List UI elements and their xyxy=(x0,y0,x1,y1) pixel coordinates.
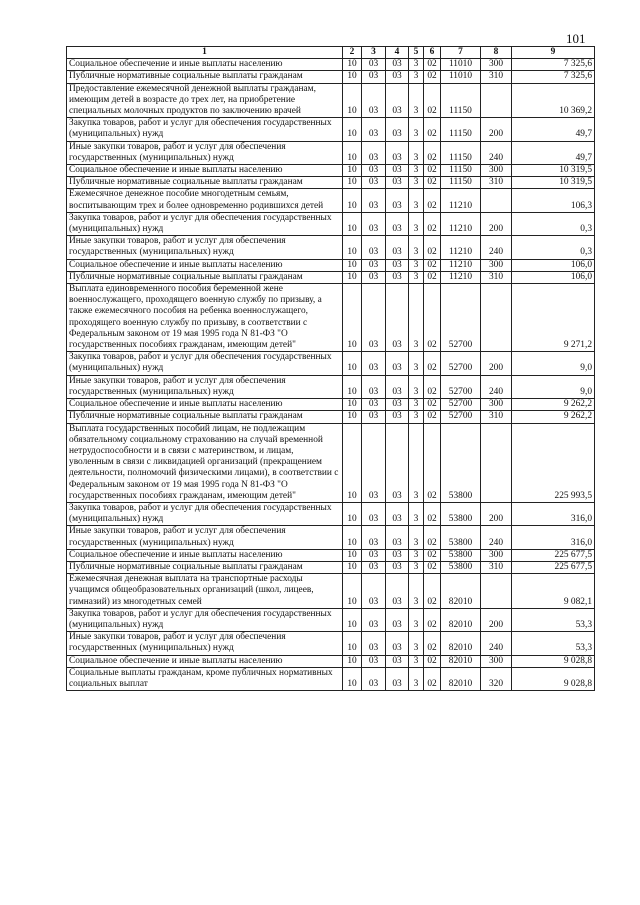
row-c9-cell: 49,7 xyxy=(512,118,595,141)
row-c8-cell: 200 xyxy=(481,212,512,235)
row-c5-cell: 3 xyxy=(409,655,424,667)
table-row xyxy=(67,271,595,283)
row-c9-cell: 225 677,5 xyxy=(512,549,595,561)
row-c5-cell: 3 xyxy=(409,165,424,177)
row-c9-cell: 53,3 xyxy=(512,632,595,655)
row-c9-cell: 316,0 xyxy=(512,526,595,549)
header-cell: 5 xyxy=(409,47,424,59)
row-c7-cell: 53800 xyxy=(441,526,481,549)
table-row xyxy=(67,549,595,561)
row-name-cell: Иные закупки товаров, работ и услуг для обеспечения государственных (муниципальных) нужд xyxy=(67,632,343,655)
row-c3-cell: 03 xyxy=(362,212,386,235)
row-c6-cell: 02 xyxy=(424,118,441,141)
row-c5-cell: 3 xyxy=(409,259,424,271)
row-c9-cell: 106,3 xyxy=(512,189,595,212)
row-name-cell: Социальное обеспечение и иные выплаты населению xyxy=(67,59,343,71)
row-c9-cell: 9,0 xyxy=(512,352,595,375)
table-row xyxy=(67,399,595,411)
row-c3-cell: 03 xyxy=(362,118,386,141)
row-c6-cell: 02 xyxy=(424,502,441,525)
row-c5-cell: 3 xyxy=(409,83,424,118)
table-row xyxy=(67,259,595,271)
row-name-cell: Предоставление ежемесячной денежной выплаты гражданам, имеющим детей в возрасте до трех лет, на приобретение специальных молочных продуктов по заключению врачей xyxy=(67,83,343,118)
row-c9-cell: 225 993,5 xyxy=(512,423,595,502)
row-c3-cell: 03 xyxy=(362,423,386,502)
table-row xyxy=(67,165,595,177)
row-c3-cell: 03 xyxy=(362,574,386,609)
row-c3-cell: 03 xyxy=(362,655,386,667)
row-c7-cell: 11010 xyxy=(441,71,481,83)
row-c6-cell: 02 xyxy=(424,526,441,549)
row-c9-cell: 9 262,2 xyxy=(512,411,595,423)
row-c5-cell: 3 xyxy=(409,526,424,549)
row-c8-cell: 200 xyxy=(481,502,512,525)
row-c8-cell: 240 xyxy=(481,526,512,549)
row-name-cell: Иные закупки товаров, работ и услуг для обеспечения государственных (муниципальных) нужд xyxy=(67,236,343,259)
table-header-row xyxy=(67,47,595,59)
row-c2-cell: 10 xyxy=(343,667,362,690)
row-c3-cell: 03 xyxy=(362,352,386,375)
row-c3-cell: 03 xyxy=(362,608,386,631)
row-c4-cell: 03 xyxy=(386,608,409,631)
row-c8-cell: 310 xyxy=(481,177,512,189)
row-c9-cell: 9,0 xyxy=(512,375,595,398)
row-c2-cell: 10 xyxy=(343,236,362,259)
row-c9-cell: 9 262,2 xyxy=(512,399,595,411)
table-row xyxy=(67,141,595,164)
row-c5-cell: 3 xyxy=(409,177,424,189)
row-c5-cell: 3 xyxy=(409,411,424,423)
row-name-cell: Ежемесячное денежное пособие многодетным семьям, воспитывающим трех и более одновременно родившихся детей xyxy=(67,189,343,212)
table-row xyxy=(67,352,595,375)
row-c5-cell: 3 xyxy=(409,502,424,525)
row-c5-cell: 3 xyxy=(409,352,424,375)
table-row xyxy=(67,177,595,189)
row-c2-cell: 10 xyxy=(343,411,362,423)
row-c9-cell: 10 319,5 xyxy=(512,177,595,189)
row-c3-cell: 03 xyxy=(362,83,386,118)
row-c3-cell: 03 xyxy=(362,71,386,83)
row-c3-cell: 03 xyxy=(362,189,386,212)
row-c6-cell: 02 xyxy=(424,632,441,655)
table-row xyxy=(67,284,595,352)
row-name-cell: Публичные нормативные социальные выплаты гражданам xyxy=(67,561,343,573)
row-c4-cell: 03 xyxy=(386,236,409,259)
budget-table xyxy=(66,46,595,691)
row-c7-cell: 11010 xyxy=(441,59,481,71)
row-c7-cell: 82010 xyxy=(441,655,481,667)
row-c3-cell: 03 xyxy=(362,59,386,71)
row-c7-cell: 11210 xyxy=(441,189,481,212)
header-cell: 8 xyxy=(481,47,512,59)
row-c3-cell: 03 xyxy=(362,375,386,398)
row-name-cell: Закупка товаров, работ и услуг для обеспечения государственных (муниципальных) нужд xyxy=(67,352,343,375)
row-name-cell: Социальное обеспечение и иные выплаты населению xyxy=(67,165,343,177)
row-c3-cell: 03 xyxy=(362,236,386,259)
row-c5-cell: 3 xyxy=(409,59,424,71)
row-c6-cell: 02 xyxy=(424,549,441,561)
row-c6-cell: 02 xyxy=(424,59,441,71)
row-c4-cell: 03 xyxy=(386,271,409,283)
table-row xyxy=(67,423,595,502)
table-row xyxy=(67,561,595,573)
row-c3-cell: 03 xyxy=(362,549,386,561)
row-c6-cell: 02 xyxy=(424,141,441,164)
row-c4-cell: 03 xyxy=(386,212,409,235)
row-c9-cell: 9 028,8 xyxy=(512,667,595,690)
table-row xyxy=(67,608,595,631)
row-c2-cell: 10 xyxy=(343,608,362,631)
page-number: 101 xyxy=(566,31,586,46)
table-body xyxy=(67,59,595,691)
header-cell: 1 xyxy=(67,47,343,59)
table-row xyxy=(67,59,595,71)
row-c4-cell: 03 xyxy=(386,655,409,667)
row-c2-cell: 10 xyxy=(343,59,362,71)
row-c4-cell: 03 xyxy=(386,549,409,561)
row-c9-cell: 7 325,6 xyxy=(512,59,595,71)
row-c4-cell: 03 xyxy=(386,574,409,609)
row-c8-cell xyxy=(481,284,512,352)
row-c2-cell: 10 xyxy=(343,352,362,375)
row-c5-cell: 3 xyxy=(409,236,424,259)
row-c8-cell: 310 xyxy=(481,271,512,283)
row-c2-cell: 10 xyxy=(343,284,362,352)
row-c4-cell: 03 xyxy=(386,375,409,398)
row-c8-cell: 310 xyxy=(481,411,512,423)
table-row xyxy=(67,655,595,667)
row-c5-cell: 3 xyxy=(409,561,424,573)
row-c5-cell: 3 xyxy=(409,189,424,212)
row-c2-cell: 10 xyxy=(343,526,362,549)
row-c7-cell: 53800 xyxy=(441,561,481,573)
row-c8-cell: 200 xyxy=(481,608,512,631)
row-c4-cell: 03 xyxy=(386,71,409,83)
row-c8-cell: 320 xyxy=(481,667,512,690)
row-c5-cell: 3 xyxy=(409,399,424,411)
row-c2-cell: 10 xyxy=(343,177,362,189)
row-name-cell: Иные закупки товаров, работ и услуг для обеспечения государственных (муниципальных) нужд xyxy=(67,141,343,164)
row-c7-cell: 11150 xyxy=(441,118,481,141)
row-c7-cell: 11150 xyxy=(441,83,481,118)
row-c9-cell: 53,3 xyxy=(512,608,595,631)
row-c4-cell: 03 xyxy=(386,502,409,525)
row-c8-cell: 200 xyxy=(481,118,512,141)
row-c2-cell: 10 xyxy=(343,165,362,177)
row-c2-cell: 10 xyxy=(343,118,362,141)
row-c5-cell: 3 xyxy=(409,667,424,690)
row-c8-cell: 300 xyxy=(481,165,512,177)
row-name-cell: Иные закупки товаров, работ и услуг для обеспечения государственных (муниципальных) нужд xyxy=(67,375,343,398)
header-cell: 6 xyxy=(424,47,441,59)
row-c9-cell: 9 271,2 xyxy=(512,284,595,352)
row-c6-cell: 02 xyxy=(424,259,441,271)
row-c4-cell: 03 xyxy=(386,423,409,502)
header-cell: 2 xyxy=(343,47,362,59)
row-c2-cell: 10 xyxy=(343,141,362,164)
row-c2-cell: 10 xyxy=(343,271,362,283)
row-c7-cell: 11210 xyxy=(441,212,481,235)
table-row xyxy=(67,667,595,690)
row-c6-cell: 02 xyxy=(424,574,441,609)
row-c4-cell: 03 xyxy=(386,399,409,411)
row-c6-cell: 02 xyxy=(424,284,441,352)
table-row xyxy=(67,375,595,398)
row-c6-cell: 02 xyxy=(424,83,441,118)
row-c2-cell: 10 xyxy=(343,632,362,655)
row-c4-cell: 03 xyxy=(386,411,409,423)
row-c5-cell: 3 xyxy=(409,632,424,655)
row-c4-cell: 03 xyxy=(386,59,409,71)
row-name-cell: Закупка товаров, работ и услуг для обеспечения государственных (муниципальных) нужд xyxy=(67,212,343,235)
row-c2-cell: 10 xyxy=(343,259,362,271)
row-c7-cell: 82010 xyxy=(441,574,481,609)
row-c8-cell: 240 xyxy=(481,632,512,655)
row-c5-cell: 3 xyxy=(409,271,424,283)
row-c3-cell: 03 xyxy=(362,411,386,423)
row-c8-cell: 240 xyxy=(481,141,512,164)
row-c7-cell: 52700 xyxy=(441,352,481,375)
row-c4-cell: 03 xyxy=(386,561,409,573)
row-c6-cell: 02 xyxy=(424,352,441,375)
row-c6-cell: 02 xyxy=(424,423,441,502)
row-c8-cell xyxy=(481,83,512,118)
row-c3-cell: 03 xyxy=(362,667,386,690)
row-c3-cell: 03 xyxy=(362,259,386,271)
row-c4-cell: 03 xyxy=(386,177,409,189)
row-name-cell: Социальное обеспечение и иные выплаты населению xyxy=(67,259,343,271)
row-c3-cell: 03 xyxy=(362,271,386,283)
header-cell: 9 xyxy=(512,47,595,59)
row-c6-cell: 02 xyxy=(424,375,441,398)
row-c9-cell: 9 082,1 xyxy=(512,574,595,609)
row-name-cell: Закупка товаров, работ и услуг для обеспечения государственных (муниципальных) нужд xyxy=(67,608,343,631)
row-c7-cell: 53800 xyxy=(441,423,481,502)
table-row xyxy=(67,212,595,235)
row-c5-cell: 3 xyxy=(409,574,424,609)
row-c3-cell: 03 xyxy=(362,399,386,411)
row-c3-cell: 03 xyxy=(362,284,386,352)
row-c7-cell: 82010 xyxy=(441,667,481,690)
row-c3-cell: 03 xyxy=(362,165,386,177)
header-cell: 3 xyxy=(362,47,386,59)
row-c2-cell: 10 xyxy=(343,399,362,411)
row-c6-cell: 02 xyxy=(424,165,441,177)
row-c9-cell: 225 677,5 xyxy=(512,561,595,573)
row-c5-cell: 3 xyxy=(409,71,424,83)
table-row xyxy=(67,526,595,549)
row-c7-cell: 52700 xyxy=(441,284,481,352)
table-row xyxy=(67,411,595,423)
row-c6-cell: 02 xyxy=(424,667,441,690)
row-c3-cell: 03 xyxy=(362,632,386,655)
row-c2-cell: 10 xyxy=(343,71,362,83)
row-name-cell: Выплата единовременного пособия беременной жене военнослужащего, проходящего военную службу по призыву, а также ежемесячного пособия на ребенка военнослужащего, проходящего военную службу по призыву, в соответствии с Федеральным законом от 19 мая 1995 года N 81-ФЗ "О государственных пособиях гражданам, имеющим детей" xyxy=(67,284,343,352)
row-c6-cell: 02 xyxy=(424,608,441,631)
row-c7-cell: 11150 xyxy=(441,141,481,164)
row-c2-cell: 10 xyxy=(343,423,362,502)
row-c4-cell: 03 xyxy=(386,352,409,375)
row-c6-cell: 02 xyxy=(424,71,441,83)
row-name-cell: Публичные нормативные социальные выплаты гражданам xyxy=(67,411,343,423)
row-c6-cell: 02 xyxy=(424,399,441,411)
row-c9-cell: 49,7 xyxy=(512,141,595,164)
row-c8-cell: 240 xyxy=(481,236,512,259)
row-c5-cell: 3 xyxy=(409,284,424,352)
table-row xyxy=(67,502,595,525)
table-row xyxy=(67,632,595,655)
row-c6-cell: 02 xyxy=(424,212,441,235)
row-name-cell: Публичные нормативные социальные выплаты гражданам xyxy=(67,71,343,83)
row-c3-cell: 03 xyxy=(362,561,386,573)
row-c5-cell: 3 xyxy=(409,212,424,235)
row-c4-cell: 03 xyxy=(386,165,409,177)
row-c6-cell: 02 xyxy=(424,236,441,259)
row-name-cell: Ежемесячная денежная выплата на транспортные расходы учащимся общеобразовательных организаций (школ, лицеев, гимназий) из многодетных семей xyxy=(67,574,343,609)
table-row xyxy=(67,83,595,118)
header-cell: 4 xyxy=(386,47,409,59)
row-c3-cell: 03 xyxy=(362,177,386,189)
row-c5-cell: 3 xyxy=(409,423,424,502)
row-c4-cell: 03 xyxy=(386,141,409,164)
row-c7-cell: 53800 xyxy=(441,502,481,525)
row-c5-cell: 3 xyxy=(409,141,424,164)
row-c2-cell: 10 xyxy=(343,574,362,609)
row-c2-cell: 10 xyxy=(343,83,362,118)
row-c7-cell: 53800 xyxy=(441,549,481,561)
row-c7-cell: 82010 xyxy=(441,608,481,631)
row-c3-cell: 03 xyxy=(362,526,386,549)
row-c8-cell: 300 xyxy=(481,399,512,411)
row-c2-cell: 10 xyxy=(343,212,362,235)
row-c8-cell: 200 xyxy=(481,352,512,375)
row-name-cell: Выплата государственных пособий лицам, не подлежащим обязательному социальному страхованию на случай временной нетрудоспособности и в связи с материнством, и лицам, уволенным в связи с ликвидацией организаций (прекращением деятельности, полномочий физическими лицами), в соответствии с Федеральным законом от 19 мая 1995 года N 81-ФЗ "О государственных пособиях гражданам, имеющим детей" xyxy=(67,423,343,502)
header-cell: 7 xyxy=(441,47,481,59)
row-c7-cell: 52700 xyxy=(441,375,481,398)
row-c7-cell: 11210 xyxy=(441,259,481,271)
row-c8-cell: 310 xyxy=(481,561,512,573)
row-c4-cell: 03 xyxy=(386,118,409,141)
row-c9-cell: 106,0 xyxy=(512,259,595,271)
row-c8-cell: 300 xyxy=(481,59,512,71)
row-c4-cell: 03 xyxy=(386,189,409,212)
row-c7-cell: 82010 xyxy=(441,632,481,655)
row-c2-cell: 10 xyxy=(343,561,362,573)
row-name-cell: Закупка товаров, работ и услуг для обеспечения государственных (муниципальных) нужд xyxy=(67,118,343,141)
row-c9-cell: 0,3 xyxy=(512,236,595,259)
row-c8-cell: 310 xyxy=(481,71,512,83)
table-row xyxy=(67,189,595,212)
row-name-cell: Закупка товаров, работ и услуг для обеспечения государственных (муниципальных) нужд xyxy=(67,502,343,525)
row-c4-cell: 03 xyxy=(386,259,409,271)
row-c3-cell: 03 xyxy=(362,141,386,164)
row-c9-cell: 10 369,2 xyxy=(512,83,595,118)
row-name-cell: Социальные выплаты гражданам, кроме публичных нормативных социальных выплат xyxy=(67,667,343,690)
row-c7-cell: 52700 xyxy=(441,399,481,411)
row-c9-cell: 0,3 xyxy=(512,212,595,235)
row-c2-cell: 10 xyxy=(343,375,362,398)
row-c4-cell: 03 xyxy=(386,83,409,118)
row-name-cell: Иные закупки товаров, работ и услуг для обеспечения государственных (муниципальных) нужд xyxy=(67,526,343,549)
row-c2-cell: 10 xyxy=(343,502,362,525)
row-c9-cell: 316,0 xyxy=(512,502,595,525)
row-c4-cell: 03 xyxy=(386,284,409,352)
row-c5-cell: 3 xyxy=(409,375,424,398)
table-row xyxy=(67,71,595,83)
row-c6-cell: 02 xyxy=(424,411,441,423)
row-c8-cell: 300 xyxy=(481,259,512,271)
row-name-cell: Публичные нормативные социальные выплаты гражданам xyxy=(67,177,343,189)
row-c7-cell: 11150 xyxy=(441,165,481,177)
row-c2-cell: 10 xyxy=(343,189,362,212)
row-c8-cell: 300 xyxy=(481,655,512,667)
row-c6-cell: 02 xyxy=(424,655,441,667)
row-c8-cell: 300 xyxy=(481,549,512,561)
row-c7-cell: 52700 xyxy=(441,411,481,423)
row-c2-cell: 10 xyxy=(343,655,362,667)
table-row xyxy=(67,574,595,609)
row-c6-cell: 02 xyxy=(424,177,441,189)
row-name-cell: Публичные нормативные социальные выплаты гражданам xyxy=(67,271,343,283)
row-c9-cell: 9 028,8 xyxy=(512,655,595,667)
row-name-cell: Социальное обеспечение и иные выплаты населению xyxy=(67,655,343,667)
table-row xyxy=(67,236,595,259)
row-c4-cell: 03 xyxy=(386,667,409,690)
row-c3-cell: 03 xyxy=(362,502,386,525)
row-c2-cell: 10 xyxy=(343,549,362,561)
row-c4-cell: 03 xyxy=(386,526,409,549)
row-c5-cell: 3 xyxy=(409,118,424,141)
row-c7-cell: 11210 xyxy=(441,271,481,283)
row-c9-cell: 106,0 xyxy=(512,271,595,283)
row-c4-cell: 03 xyxy=(386,632,409,655)
row-c9-cell: 7 325,6 xyxy=(512,71,595,83)
row-c5-cell: 3 xyxy=(409,549,424,561)
row-c7-cell: 11150 xyxy=(441,177,481,189)
row-name-cell: Социальное обеспечение и иные выплаты населению xyxy=(67,399,343,411)
row-c8-cell xyxy=(481,574,512,609)
row-c5-cell: 3 xyxy=(409,608,424,631)
row-c6-cell: 02 xyxy=(424,189,441,212)
row-c8-cell xyxy=(481,189,512,212)
row-c6-cell: 02 xyxy=(424,271,441,283)
table-row xyxy=(67,118,595,141)
row-c8-cell xyxy=(481,423,512,502)
row-name-cell: Социальное обеспечение и иные выплаты населению xyxy=(67,549,343,561)
row-c9-cell: 10 319,5 xyxy=(512,165,595,177)
row-c8-cell: 240 xyxy=(481,375,512,398)
row-c6-cell: 02 xyxy=(424,561,441,573)
row-c7-cell: 11210 xyxy=(441,236,481,259)
